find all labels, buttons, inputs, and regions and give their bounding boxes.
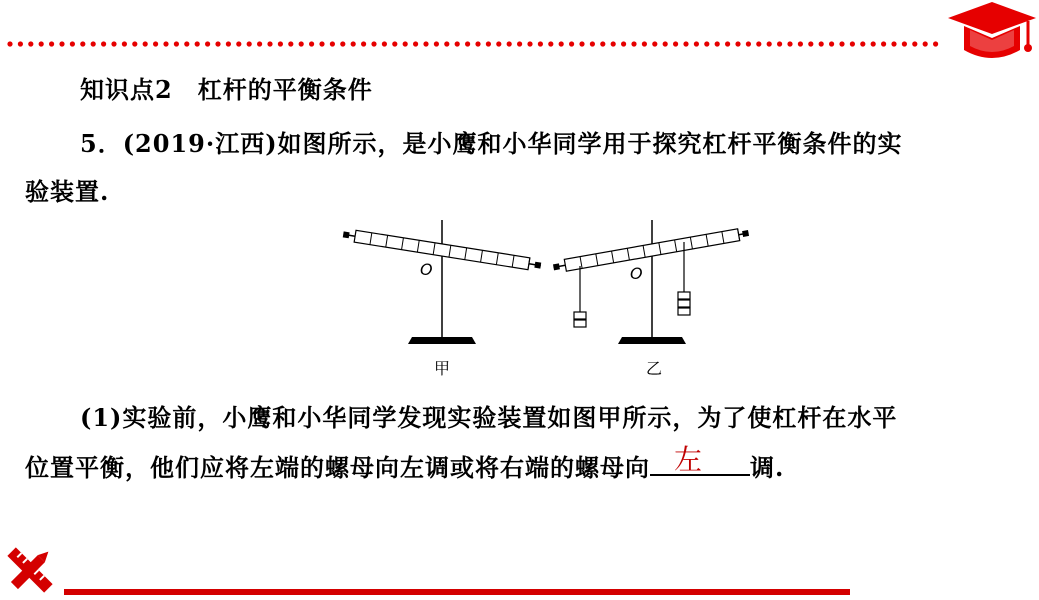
header-dot (39, 41, 44, 46)
subquestion-1-line-1: (1)实验前，小鹰和小华同学发现实验装置如图甲所示，为了使杠杆在水平 (80, 403, 898, 432)
subquestion-1-text-after: 调. (750, 453, 785, 482)
header-dot (392, 41, 397, 46)
header-dot (756, 41, 761, 46)
header-dot (174, 41, 179, 46)
question-line-1: 5．(2019·江西)如图所示，是小鹰和小华同学用于探究杠杆平衡条件的实 (80, 129, 903, 158)
header-dot (101, 41, 106, 46)
lever-diagram (330, 212, 750, 382)
header-dot (91, 41, 96, 46)
header-dot (247, 41, 252, 46)
question-line-2: 验装置. (25, 177, 110, 206)
header-dot (819, 41, 824, 46)
header-dot (371, 41, 376, 46)
header-dot (881, 41, 886, 46)
header-dot (912, 41, 917, 46)
header-dot (579, 41, 584, 46)
answer-blank[interactable] (650, 443, 750, 476)
header-dot (184, 41, 189, 46)
answer-text: 左 (674, 443, 704, 476)
header-dot (725, 41, 730, 46)
pivot-label-left: O (420, 260, 433, 279)
header-dot (70, 41, 75, 46)
header-dot (195, 41, 200, 46)
header-dot (465, 41, 470, 46)
header-dot (611, 41, 616, 46)
header-dot (829, 41, 834, 46)
header-dot (111, 41, 116, 46)
header-dot (163, 41, 168, 46)
header-dot (683, 41, 688, 46)
header-dot (288, 41, 293, 46)
header-dot (694, 41, 699, 46)
header-dot (215, 41, 220, 46)
header-dot (600, 41, 605, 46)
header-dot (236, 41, 241, 46)
header-dot (257, 41, 262, 46)
header-dot (403, 41, 408, 46)
lever-figure (330, 212, 750, 382)
header-dot (621, 41, 626, 46)
footer-red-line (64, 589, 850, 595)
header-dot (704, 41, 709, 46)
header-dot (132, 41, 137, 46)
section-title: 知识点2 杠杆的平衡条件 (80, 75, 373, 104)
header-dot (777, 41, 782, 46)
header-dot (143, 41, 148, 46)
header-dot (642, 41, 647, 46)
lever-apparatus-left (342, 220, 541, 344)
header-dot (475, 41, 480, 46)
header-dot (278, 41, 283, 46)
header-dot (351, 41, 356, 46)
header-dot (299, 41, 304, 46)
header-dot (663, 41, 668, 46)
header-dot (153, 41, 158, 46)
header-dot (340, 41, 345, 46)
header-dot (798, 41, 803, 46)
header-dot (496, 41, 501, 46)
header-dot (517, 41, 522, 46)
header-dot (673, 41, 678, 46)
header-dot (559, 41, 564, 46)
header-dot (538, 41, 543, 46)
pencil-ruler-icon (0, 540, 60, 600)
header-dot (59, 41, 64, 46)
header-dot (652, 41, 657, 46)
header-dot (226, 41, 231, 46)
graduation-cap-icon (940, 0, 1039, 70)
header-dot (767, 41, 772, 46)
header-dot (746, 41, 751, 46)
header-dot (361, 41, 366, 46)
header-dot (49, 41, 54, 46)
header-dot (507, 41, 512, 46)
header-dot (444, 41, 449, 46)
header-dot (548, 41, 553, 46)
caption-left: 甲 (434, 359, 451, 378)
header-dot (569, 41, 574, 46)
header-dot (18, 41, 23, 46)
header-dot (330, 41, 335, 46)
header-dot (122, 41, 127, 46)
header-dot (808, 41, 813, 46)
header-dot (28, 41, 33, 46)
header-dot (715, 41, 720, 46)
header-dot (631, 41, 636, 46)
header-dot (205, 41, 210, 46)
header-dot (7, 41, 12, 46)
header-dotted-line (6, 38, 944, 50)
header-dot (486, 41, 491, 46)
lever-apparatus-right (552, 220, 749, 344)
header-dot (309, 41, 314, 46)
header-dot (434, 41, 439, 46)
header-dot (891, 41, 896, 46)
header-dot (839, 41, 844, 46)
header-dot (455, 41, 460, 46)
header-dot (735, 41, 740, 46)
header-dot (80, 41, 85, 46)
header-dot (860, 41, 865, 46)
header-dot (871, 41, 876, 46)
header-dot (267, 41, 272, 46)
pivot-label-right: O (630, 264, 643, 283)
header-dot (902, 41, 907, 46)
subquestion-1-line-2 (25, 443, 785, 483)
header-dot (850, 41, 855, 46)
subquestion-1-text-before: 位置平衡，他们应将左端的螺母向左调或将右端的螺母向 (25, 453, 650, 482)
header-dot (527, 41, 532, 46)
header-dot (590, 41, 595, 46)
header-dot (787, 41, 792, 46)
header-dot (423, 41, 428, 46)
caption-right: 乙 (646, 359, 663, 378)
header-dot (923, 41, 928, 46)
header-dot (319, 41, 324, 46)
header-dot (413, 41, 418, 46)
header-dot (382, 41, 387, 46)
header-dot (933, 41, 938, 46)
